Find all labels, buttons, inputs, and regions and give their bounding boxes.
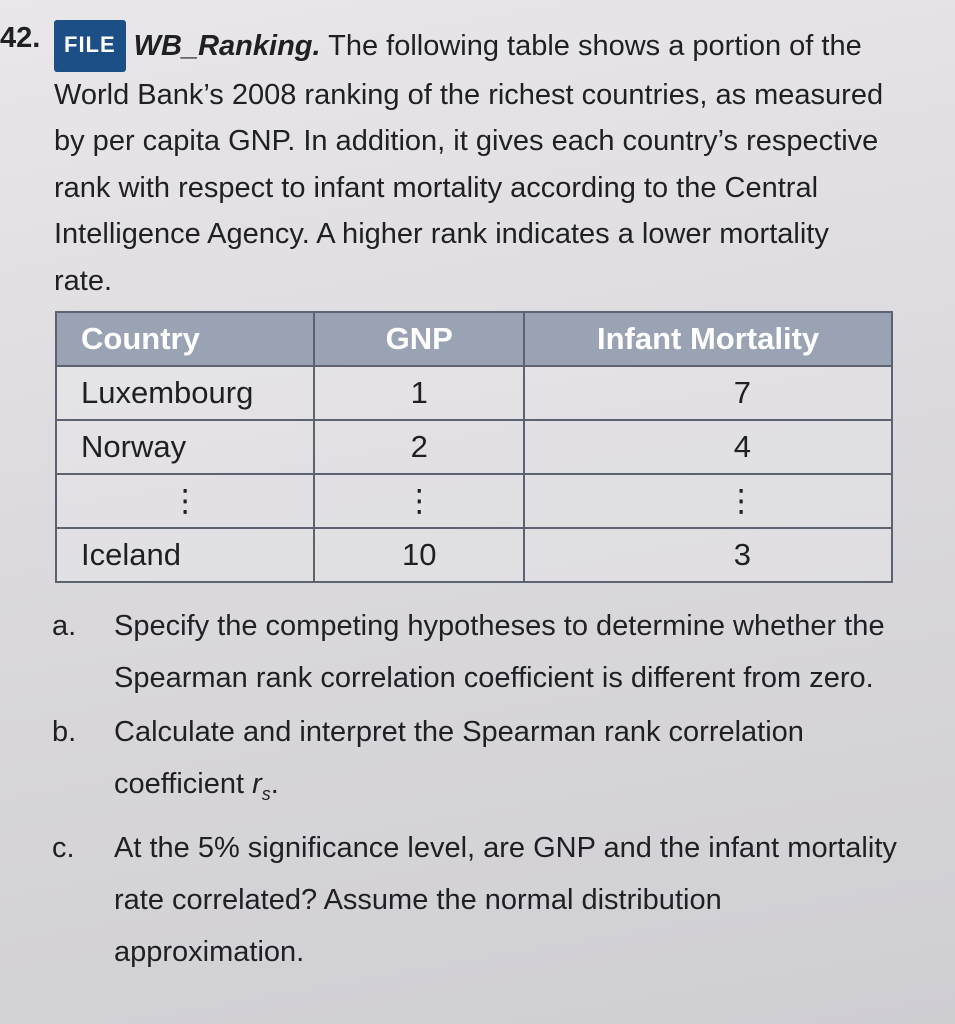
problem-intro — [54, 20, 884, 304]
cell-gnp: 10 — [314, 528, 524, 582]
cell-ellipsis: ⋮ — [524, 474, 892, 528]
cell-infant-mortality: 7 — [524, 366, 892, 420]
header-country: Country — [56, 312, 314, 366]
table-row — [56, 528, 892, 582]
question-list — [50, 600, 910, 978]
table-header-row — [56, 312, 892, 366]
spearman-symbol: $r_s$ — [252, 768, 271, 804]
question-letter: c. — [52, 831, 75, 864]
ranking-table — [55, 311, 893, 583]
cell-gnp: 2 — [314, 420, 524, 474]
cell-ellipsis: ⋮ — [56, 474, 314, 528]
question-letter: b. — [52, 716, 77, 748]
question-text: Specify the competing hypotheses to determine whether the Spearman rank correlation coefficient is different from zero. — [114, 610, 885, 694]
question-text: Calculate and interpret the Spearman rank correlation coefficient — [114, 716, 804, 800]
cell-gnp: 1 — [314, 366, 524, 420]
cell-ellipsis: ⋮ — [314, 474, 524, 528]
question-text: At the 5% significance level, are GNP and the infant mortality rate correlated? Assume the normal distribution approximation. — [114, 831, 897, 968]
question-c — [50, 822, 910, 978]
intro-text: The following table shows a portion of the World Bank’s 2008 ranking of the richest countries, as measured by per capita GNP. In addition, it gives each country’s respective rank with respect to infant mortality according to the Central Intelligence Agency. A higher rank indicates a lower mortality rate. — [54, 30, 884, 297]
cell-country: Iceland — [56, 528, 314, 582]
header-infant-mortality: Infant Mortality — [524, 312, 892, 366]
question-b: b. Calculate and interpret the Spearman rank correlation coefficient $r_s$. — [50, 706, 910, 820]
cell-infant-mortality: 3 — [524, 528, 892, 582]
table-row-ellipsis — [56, 474, 892, 528]
file-badge: FILE — [54, 20, 126, 72]
table-row — [56, 366, 892, 420]
question-a — [50, 600, 910, 704]
cell-infant-mortality: 4 — [524, 420, 892, 474]
problem-number: 42. — [0, 22, 41, 54]
cell-country: Luxembourg — [56, 366, 314, 420]
dataset-name: WB_Ranking. — [133, 30, 321, 62]
header-gnp: GNP — [314, 312, 524, 366]
cell-country: Norway — [56, 420, 314, 474]
question-letter: a. — [52, 610, 77, 642]
table-row — [56, 420, 892, 474]
